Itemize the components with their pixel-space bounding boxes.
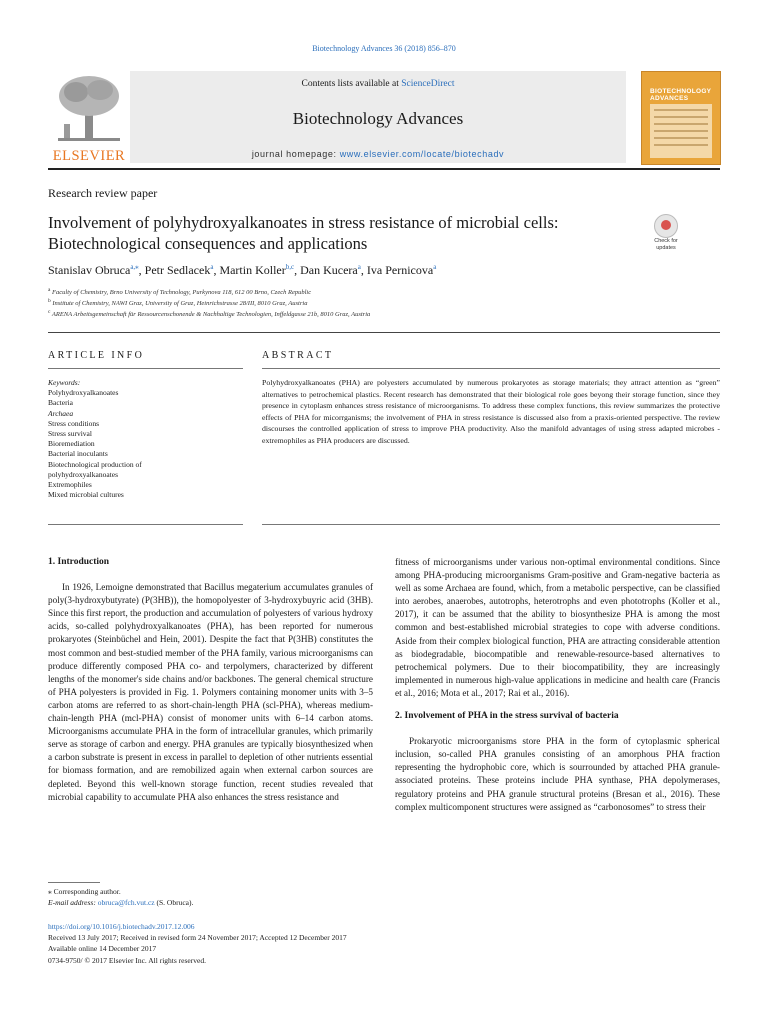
cover-contents	[650, 104, 712, 158]
journal-title: Biotechnology Advances	[292, 109, 464, 128]
author[interactable]: Dan Kucera	[300, 263, 358, 277]
doi-link[interactable]: https://doi.org/10.1016/j.biotechadv.2017.12.006	[48, 922, 195, 931]
keyword[interactable]: Bacteria	[48, 398, 73, 408]
tree-icon	[54, 72, 124, 146]
keyword[interactable]: Bioremediation	[48, 439, 95, 449]
keyword[interactable]: Stress survival	[48, 429, 92, 439]
keyword[interactable]: Archaea	[48, 408, 74, 418]
journal-banner	[130, 71, 626, 163]
right-column	[395, 556, 720, 814]
update-icon	[654, 214, 678, 238]
body-paragraph: In 1926, Lemoigne demonstrated that Bacillus megaterium accumulates granules of poly(3-hydroxybutyrate) (P(3HB)), the homopolyester of 3-hydroxybuyric acid (3HB). Since this first report, the production and accumulation of polyesters of various hydroxy acids, so-called polyhydroxyalkanoates (PHA), has been reported for numerous prokaryotes (Steinbüchel and Hein, 2001). Despite the fact that P(3HB) constitutes the most common and best-studied member of the PHA family, various microorganisms can produce differently composed PHA co- and terpolymers, characterized by different lengths of the monomer's side chains and/or backbones. The general chemical structure of PHA polyesters is provided in Fig. 1. Polymers containing monomer units with 3–5 carbon atoms are referred to as short-chain-length PHA (scl-PHA), whereas medium-chain-length PHA (mcl-PHA) consist of monomer units with 6–14 carbon atoms. Microorganisms accumulate PHA in the form of intracellular granules, which primarily serve as storage of carbon and energy. PHA granules are typically biosynthesized when a carbon substrate is present in excess in parallel to depletion of other nutrients essential for biomass formation, and are remobilized again when external carbon sources are depleted. Beyond this well-known storage function, recent studies revealed that microbial capability to accumulate PHA also enhances the stress resistance and	[48, 582, 373, 802]
article-title: Involvement of polyhydroxyalkanoates in stress resistance of microbial cells: Biotechnological consequences and applications	[48, 213, 559, 253]
homepage-link[interactable]: www.elsevier.com/locate/biotechadv	[339, 149, 505, 159]
body-paragraph: fitness of microorganisms under various non-optimal environmental conditions. Since among PHA-producing microorganisms Gram-positive and Gram-negative bacteria as well as some Archaea are found, which, from a metabolic perspective, can be classified into aerobes, anaerobes, autotrophs, heterotrophs and even phototrophs (Koller et al., 2017), it can be assumed that the ability to biosynthesize PHA is among the most common and best-established microbial strategies to cope with adverse conditions. Aside from their complex biological function, PHA are attracting considerable attention as biodegradable, biocompatible and renewable-resource-based alternatives to petrochemical polymers. Due to their biocompatibility, they are increasingly implemented in numerous high-value applications in medicine and health care (Francis et al., 2016; Mota et al., 2017; Rai et al., 2016).	[395, 557, 720, 698]
corresponding-author-footnote: ⁎ Corresponding author. E-mail address: obruca@fch.vut.cz (S. Obruca).	[48, 887, 194, 907]
affiliation: $^c$ ARENA Arbeitsgemeinschaft für Ressourcenschonende & Nachhaltige Technologien, Inffeldgasse 21b, 8010 Graz, Austria	[48, 309, 371, 319]
author-list: Stanislav Obruca$^{a,⁎}$, Petr Sedlacek$^a$, Martin Koller$^{b,c}$, Dan Kucera$^a$, Iva Pernicova$^a$	[48, 263, 437, 277]
header-divider	[48, 168, 720, 170]
keyword[interactable]: Mixed microbial cultures	[48, 490, 124, 500]
abstract-rule	[262, 368, 720, 369]
elsevier-wordmark: ELSEVIER	[52, 148, 126, 164]
journal-homepage: journal homepage: www.elsevier.com/locate/biotechadv	[251, 149, 505, 159]
abstract-bottom-rule	[262, 524, 720, 525]
affiliation: $^b$ Institute of Chemistry, NAWI Graz, University of Graz, Heinrichstrasse 28/III, 8010 Graz, Austria	[48, 298, 308, 308]
journal-citation-link[interactable]: Biotechnology Advances 36 (2018) 856–870	[312, 44, 456, 53]
article-type: Research review paper	[48, 186, 158, 200]
author[interactable]: Martin Koller	[219, 263, 286, 277]
keyword[interactable]: Polyhydroxyalkanoates	[48, 388, 119, 398]
footnote-rule	[48, 882, 100, 883]
keywords-bottom-rule	[48, 524, 243, 525]
keyword[interactable]: Stress conditions	[48, 418, 100, 428]
keyword[interactable]: polyhydroxyalkanoates	[48, 469, 118, 479]
sciencedirect-link[interactable]: ScienceDirect	[401, 79, 455, 89]
affiliation: $^a$ Faculty of Chemistry, Brno University of Technology, Purkynova 118, 612 00 Brno, Czech Republic	[48, 287, 312, 297]
journal-cover-thumbnail[interactable]	[641, 71, 721, 165]
body-paragraph: Prokaryotic microorganisms store PHA in the form of cytoplasmic spherical inclusion, so-called PHA granules consisting of an amorphous PHA fraction representing the hydrophobic core, which is sourrounded by attached PHA granule-associated proteins. These proteins include PHA synthase, PHA depolymerases, regulatory proteins and PHA granule structural proteins (Bresan et al., 2016). These complex multicomponent structures were assigned as “carbonosomes” to stress their	[395, 736, 720, 812]
author[interactable]: Stanislav Obruca	[48, 263, 131, 277]
keywords-list: Keywords: Polyhydroxyalkanoates Bacteria Archaea Stress conditions Stress survival Bioremediation Bacterial inoculants Biotechnological production of polyhydroxyalkanoates Extremophiles Mixed microbial cultures	[48, 378, 243, 500]
contents-line: Contents lists available at ScienceDirect	[301, 79, 455, 89]
section-heading-stress-survival: 2. Involvement of PHA in the stress survival of bacteria	[395, 711, 619, 722]
article-info-heading: ARTICLE INFO	[48, 350, 145, 361]
left-column	[48, 556, 373, 804]
abstract-heading: ABSTRACT	[262, 350, 334, 361]
keyword[interactable]: Biotechnological production of	[48, 459, 142, 469]
check-for-updates-badge[interactable]: Check for updates	[643, 214, 689, 260]
cover-title: BIOTECHNOLOGY ADVANCES	[650, 88, 712, 102]
keyword[interactable]: Extremophiles	[48, 480, 92, 490]
author[interactable]: Iva Pernicova	[366, 263, 434, 277]
keyword[interactable]: Bacterial inoculants	[48, 449, 108, 459]
publication-info: https://doi.org/10.1016/j.biotechadv.2017.12.006 Received 13 July 2017; Received in revised form 24 November 2017; Accepted 12 December 2017 Available online 14 December 2017 0734-9750/ © 2017 Elsevier Inc. All rights reserved.	[48, 922, 347, 965]
email-link[interactable]: obruca@fch.vut.cz	[97, 898, 155, 907]
elsevier-logo[interactable]	[48, 72, 130, 164]
article-info-rule	[48, 368, 243, 369]
section-heading-introduction: 1. Introduction	[48, 557, 110, 567]
section-divider	[48, 332, 720, 333]
abstract-text: Polyhydroxyalkanoates (PHA) are polyesters accumulated by numerous prokaryotes as storage materials; they attract attention as “green” alternatives to petrochemical plastics. Recent research has demonstrated that their biological role goes beyong their storage function, since they presence in cytoplasm enhances stress resistance of microorganisms. To address these complex functions, this review summarizes the protective effects of PHA for micorrganisms; the involvement of PHA in stress resistance is discussed also from a praxis-oriented perspective. The review discourses the controlled application of stress to improve PHA productivity. Also the manifold advantages of using stress adapted microbes - extremophiles as PHA producers are discussed.	[262, 378, 720, 445]
author[interactable]: Petr Sedlacek	[144, 263, 211, 277]
